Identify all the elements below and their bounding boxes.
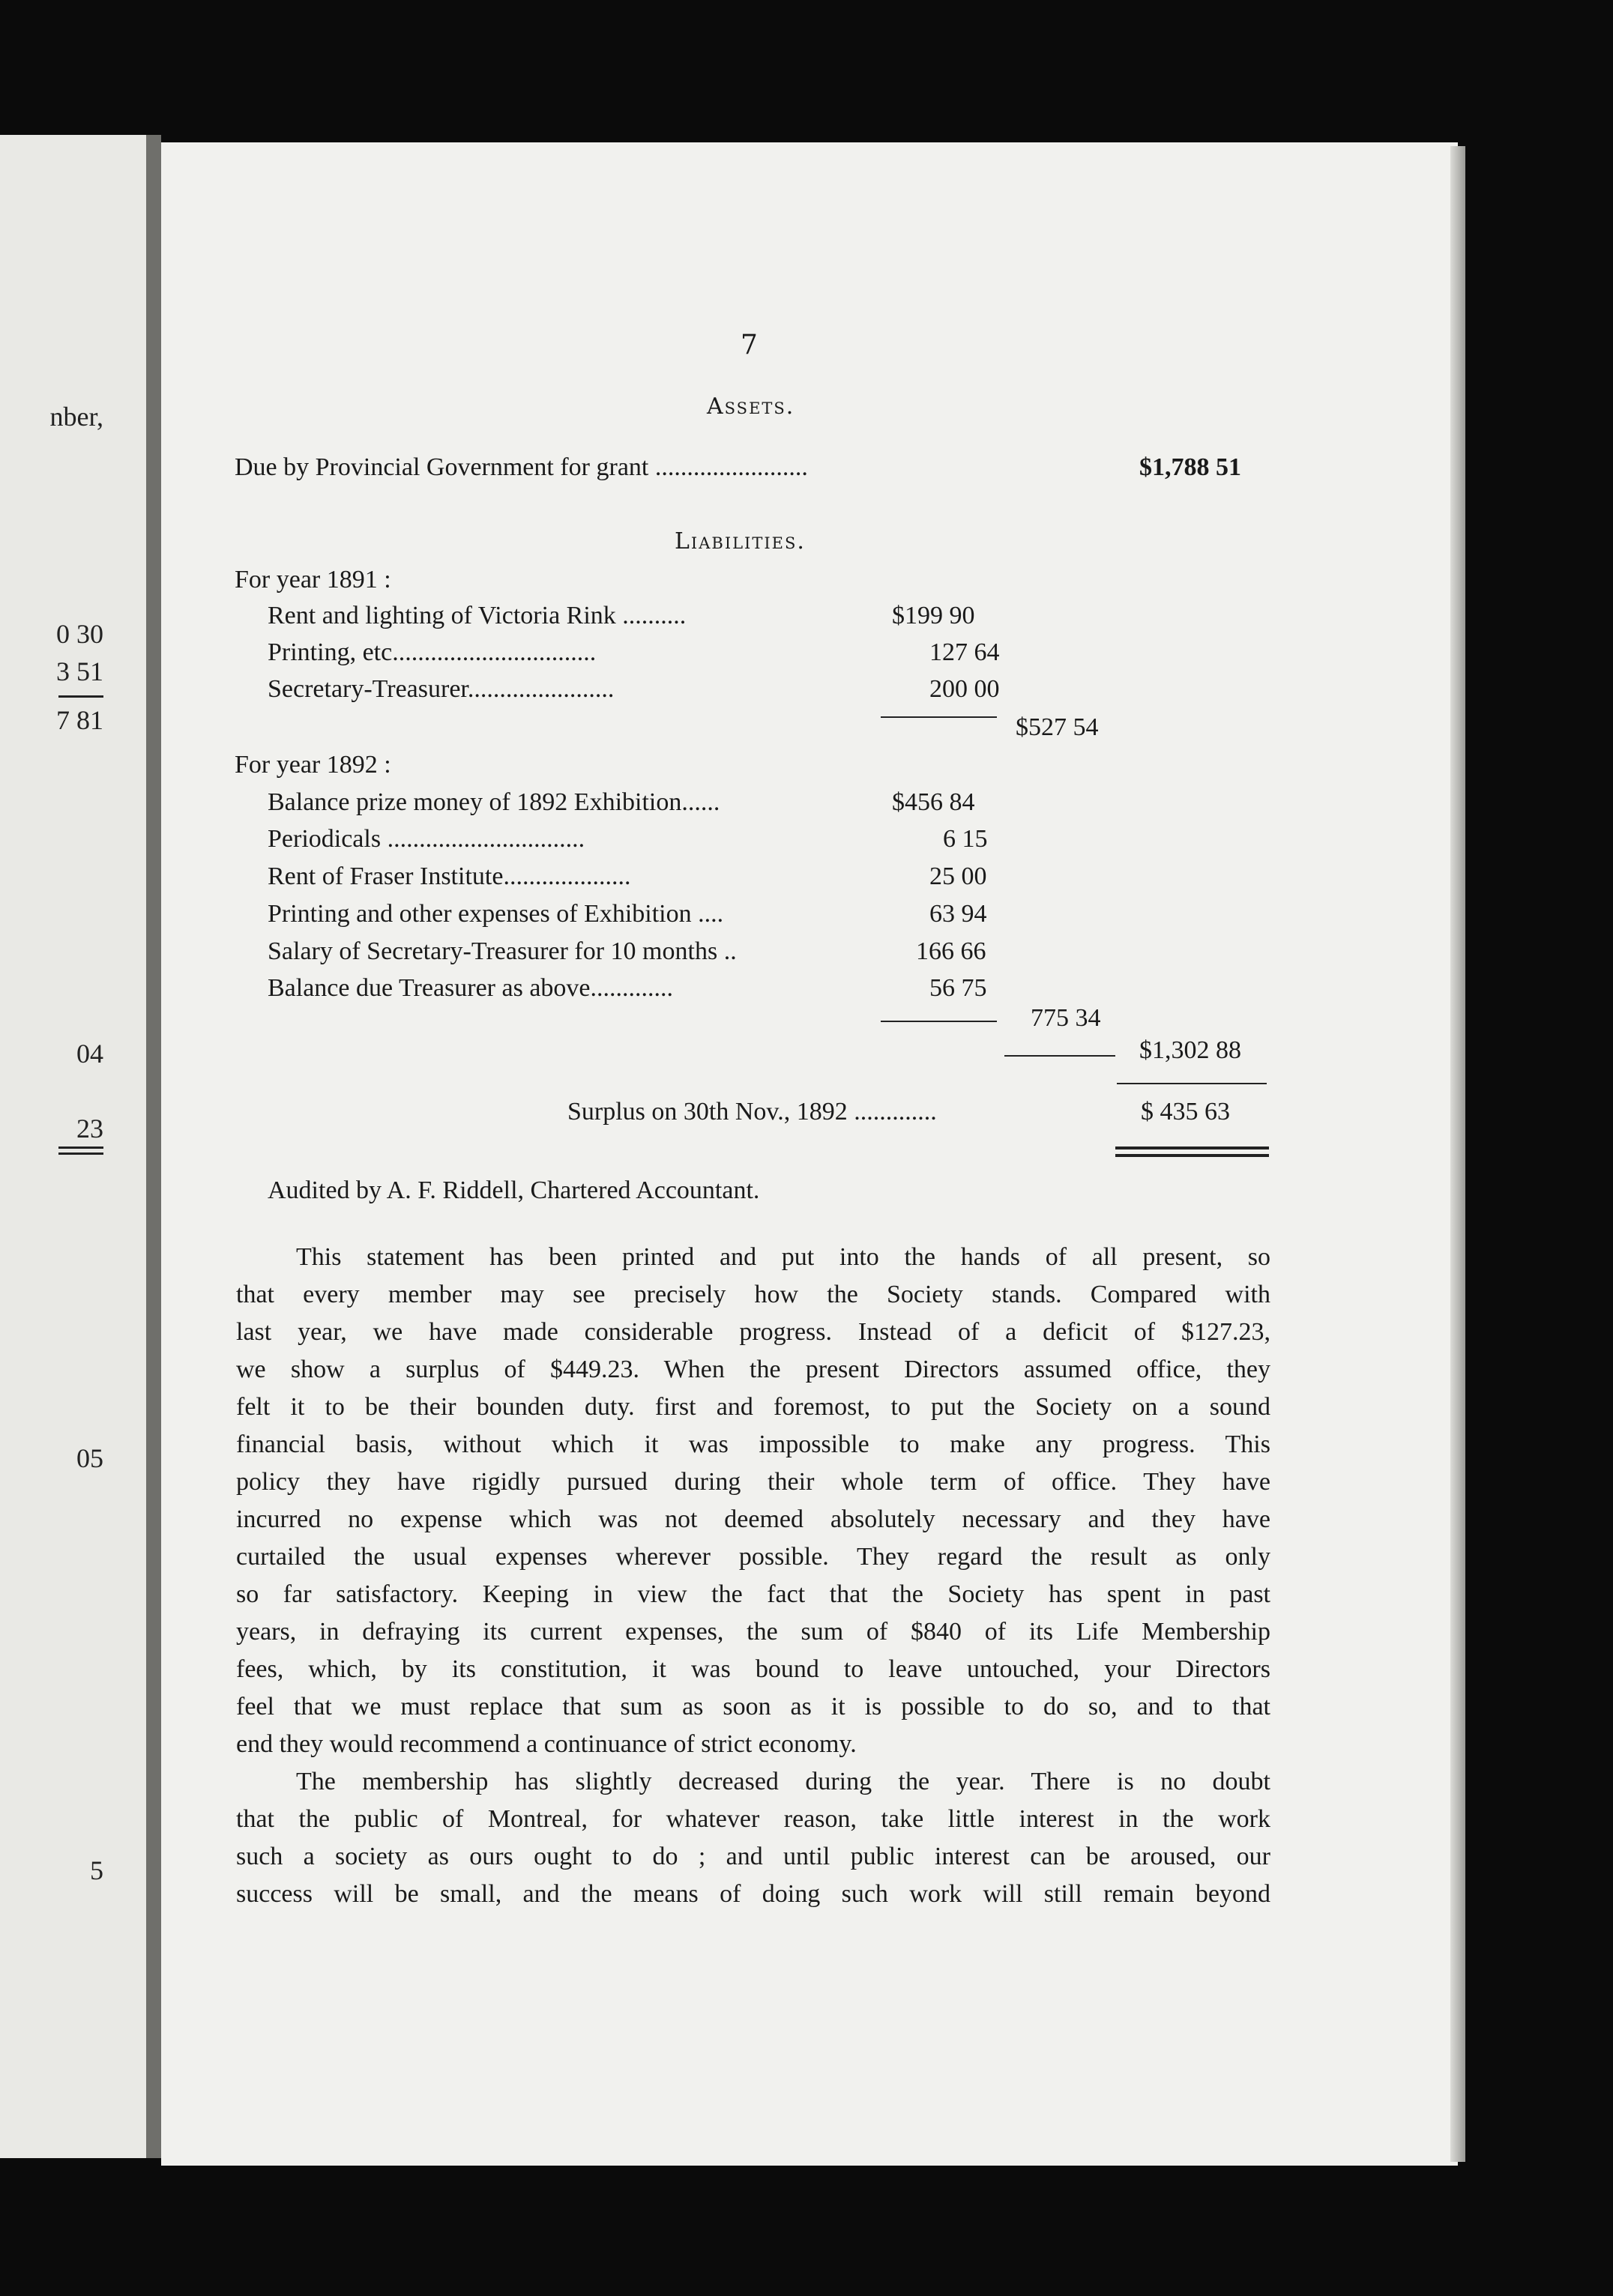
paragraph-line: success will be small, and the means of doing such work will still remain beyond (236, 1880, 1270, 1908)
paragraph-line: we show a surplus of $449.23. When the present Directors assumed office, they (236, 1356, 1270, 1383)
paragraph-line: years, in defraying its current expenses, the sum of $840 of its Life Membership (236, 1618, 1270, 1646)
liability-item-amount: 127 64 (929, 638, 1000, 666)
audit-line: Audited by A. F. Riddell, Chartered Accountant. (268, 1176, 760, 1204)
fragment-text: 04 (76, 1039, 103, 1069)
liability-item-label: Secretary-Treasurer....................... (268, 675, 615, 703)
assets-heading: Assets. (707, 393, 795, 420)
liability-item-amount: 200 00 (929, 675, 1000, 703)
fragment-text: 3 51 (56, 656, 103, 686)
page-number: 7 (741, 330, 758, 360)
surplus-label: Surplus on 30th Nov., 1892 ............. (567, 1098, 937, 1126)
liability-item-amount: $456 84 (892, 788, 975, 816)
fragment-rule (58, 1152, 103, 1155)
paragraph-line: financial basis, without which it was impossible to make any progress. This (236, 1431, 1270, 1458)
paragraph-line: such a society as ours ought to do ; and until public interest can be aroused, our (236, 1843, 1270, 1870)
fragment-text: 23 (76, 1114, 103, 1144)
liability-item-label: Rent of Fraser Institute.................... (268, 862, 631, 890)
page-edge (1450, 146, 1465, 2162)
liability-item-label: Printing, etc................................ (268, 638, 597, 666)
surplus-amount: $ 435 63 (1141, 1098, 1230, 1126)
paragraph-line: This statement has been printed and put into the hands of all present, so (296, 1243, 1270, 1271)
paragraph-line: felt it to be their bounden duty. first and foremost, to put the Society on a sound (236, 1393, 1270, 1421)
fragment-text: 05 (76, 1443, 103, 1473)
book-binding (146, 135, 161, 2158)
paragraph-line: that the public of Montreal, for whatever reason, take little interest in the work (236, 1805, 1270, 1833)
subtotal-rule (881, 1021, 997, 1022)
liability-item-label: Balance prize money of 1892 Exhibition...... (268, 788, 720, 816)
paragraph-line: last year, we have made considerable progress. Instead of a deficit of $127.23, (236, 1318, 1270, 1346)
paragraph-line: curtailed the usual expenses wherever possible. They regard the result as only (236, 1543, 1270, 1571)
paragraph-line: that every member may see precisely how the Society stands. Compared with (236, 1281, 1270, 1308)
liabilities-total: $1,302 88 (1139, 1036, 1241, 1064)
liability-item-amount: 56 75 (929, 974, 987, 1002)
fragment-rule (58, 695, 103, 698)
liability-item-label: Periodicals ............................... (268, 825, 585, 853)
fragment-text: 5 (90, 1855, 103, 1885)
paragraph-line: end they would recommend a continuance of strict economy. (236, 1730, 857, 1758)
liability-item-amount: 166 66 (916, 937, 986, 965)
liability-item-label: Salary of Secretary-Treasurer for 10 months .. (268, 937, 737, 965)
liability-item-amount: 63 94 (929, 900, 987, 928)
fragment-rule (58, 1147, 103, 1149)
liability-item-amount: $199 90 (892, 602, 975, 629)
paragraph-line: so far satisfactory. Keeping in view the fact that the Society has spent in past (236, 1580, 1270, 1608)
subtotal-1891: $527 54 (1016, 713, 1099, 741)
liability-item-label: Balance due Treasurer as above............. (268, 974, 674, 1002)
surplus-rule (1117, 1083, 1267, 1084)
year-1892-label: For year 1892 : (235, 751, 391, 779)
liability-item-amount: 6 15 (943, 825, 988, 853)
paragraph-line: feel that we must replace that sum as soon as it is possible to do so, and to that (236, 1693, 1270, 1721)
total-rule (1004, 1055, 1115, 1057)
double-rule (1115, 1147, 1269, 1149)
fragment-text: 7 81 (56, 705, 103, 735)
assets-line-label: Due by Provincial Government for grant ........................ (235, 453, 808, 481)
liabilities-heading: Liabilities. (675, 528, 806, 555)
liability-item-amount: 25 00 (929, 862, 987, 890)
paragraph-line: policy they have rigidly pursued during their whole term of office. They have (236, 1468, 1270, 1496)
paragraph-line: The membership has slightly decreased during the year. There is no doubt (296, 1768, 1270, 1795)
paragraph-line: fees, which, by its constitution, it was bound to leave untouched, your Directors (236, 1655, 1270, 1683)
assets-amount: $1,788 51 (1139, 453, 1241, 481)
subtotal-rule (881, 716, 997, 718)
year-1891-label: For year 1891 : (235, 566, 391, 593)
fragment-text: nber, (49, 402, 103, 432)
liability-item-label: Rent and lighting of Victoria Rink .......... (268, 602, 687, 629)
fragment-text: 0 30 (56, 619, 103, 649)
double-rule (1115, 1154, 1269, 1157)
paragraph-line: incurred no expense which was not deemed absolutely necessary and they have (236, 1505, 1270, 1533)
adjoining-page-fragment (0, 135, 156, 2158)
paragraph-membership (236, 1763, 1270, 1913)
paragraph-statement (236, 1239, 1270, 1763)
liability-item-label: Printing and other expenses of Exhibition .... (268, 900, 724, 928)
subtotal-1892: 775 34 (1031, 1004, 1101, 1032)
